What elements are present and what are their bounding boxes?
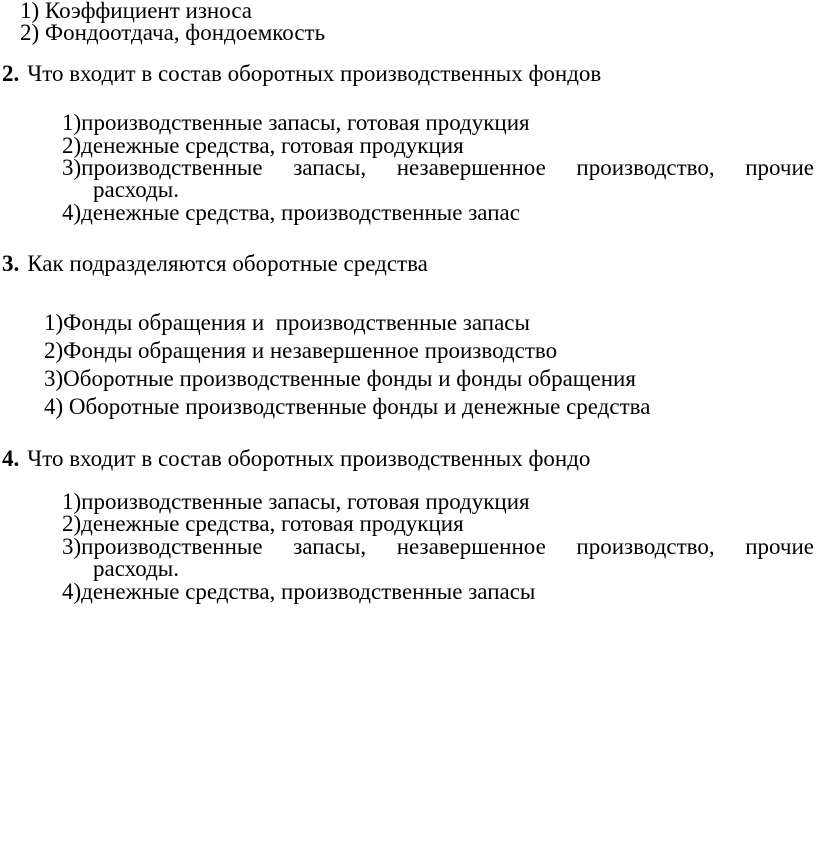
answer-option-line: 4)денежные средства, производственные запас xyxy=(62,199,520,225)
answer-option-line: 4) Оборотные производственные фонды и денежные средства xyxy=(44,393,651,419)
answer-option xyxy=(62,489,814,515)
answer-option xyxy=(62,199,814,225)
question-4-title-text: Что входит в состав оборотных производственных фондо xyxy=(27,445,591,471)
answer-option-line: 3)производственные запасы, незавершенное производство, прочие xyxy=(62,155,814,181)
question-3-title-text: Как подразделяются оборотные средства xyxy=(27,251,428,277)
question-4-title xyxy=(0,445,816,471)
question-2-title xyxy=(0,60,816,86)
answer-option xyxy=(62,110,814,136)
answer-option xyxy=(44,309,814,337)
question-2-number: 2. xyxy=(2,60,20,86)
answer-option xyxy=(62,578,814,604)
answer-option-line: расходы. xyxy=(93,177,179,203)
question-4-number: 4. xyxy=(2,445,20,471)
intro-options-list xyxy=(0,0,816,45)
answer-option xyxy=(62,533,814,582)
answer-option-line: 1)производственные запасы, готовая продукция xyxy=(62,489,530,515)
answer-option xyxy=(62,155,814,203)
question-3-title xyxy=(0,253,816,275)
answer-option-line: 3)Оборотные производственные фонды и фонды обращения xyxy=(44,365,636,391)
intro-option: 2) Фондоотдача, фондоемкость xyxy=(20,20,326,46)
question-4-options xyxy=(0,491,816,603)
answer-option xyxy=(44,337,814,365)
answer-option-line: 4)денежные средства, производственные запасы xyxy=(62,578,536,604)
intro-option: 1) Коэффициент износа xyxy=(20,0,253,23)
question-2-title-text: Что входит в состав оборотных производственных фондов xyxy=(27,60,602,86)
answer-option-line: 2)денежные средства, готовая продукция xyxy=(62,511,464,537)
answer-option-line: 3)производственные запасы, незавершенное производство, прочие xyxy=(62,533,814,559)
answer-option-line: 1)производственные запасы, готовая продукция xyxy=(62,110,530,136)
question-3-number: 3. xyxy=(2,251,20,277)
answer-option xyxy=(44,365,814,393)
question-2-options xyxy=(0,112,816,224)
question-3-options xyxy=(0,309,816,421)
answer-option-line: 1)Фонды обращения и производственные запасы xyxy=(44,309,530,335)
answer-option xyxy=(62,511,814,537)
answer-option-line: расходы. xyxy=(93,556,179,582)
answer-option-line: 2)Фонды обращения и незавершенное производство xyxy=(44,337,558,363)
answer-option xyxy=(62,132,814,158)
answer-option xyxy=(44,393,814,421)
answer-option-line: 2)денежные средства, готовая продукция xyxy=(62,132,464,158)
